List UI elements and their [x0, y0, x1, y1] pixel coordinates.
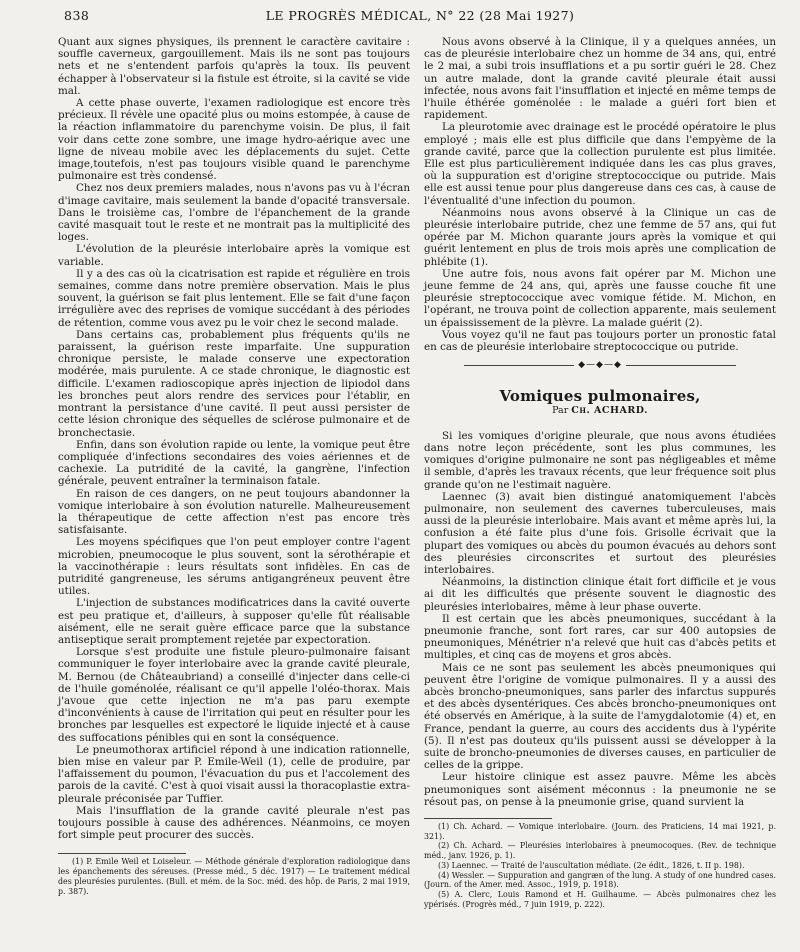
page-number: 838	[64, 8, 90, 23]
byline-author: Ch. ACHARD.	[571, 405, 648, 417]
paragraph: Si les vomiques d'origine pleurale, que nous avons étudiées dans notre leçon précédente, sont les plus communes, les vomiques d'origine pulmonaire ne sont pas négligeables et même il semble, d'après les travaux récents, que leur fréquence soit plus grande qu'on ne l'estimait naguère.	[424, 429, 776, 491]
left-column	[58, 36, 410, 896]
paragraph: Il est certain que les abcès pneumoniques, succédant à la pneumonie franche, sont fort rares, car sur 400 autopsies de pneumoniques, Ménétrier n'a relevé que huit cas d'abcès petits et multiples, et cinq cas de moyens et gros abcès.	[424, 612, 776, 662]
ornament-glyph: ◆—◆—◆	[578, 360, 622, 371]
footnotes	[58, 853, 410, 896]
ornament-rule	[464, 365, 574, 366]
footnote-rule	[58, 853, 186, 854]
footnote: (5) A. Clerc, Louis Ramond et H. Guilhaume. — Abcès pulmonaires chez les ypérisés. (Progrès méd., 7 juin 1919, p. 222).	[424, 889, 776, 909]
ornament-rule	[626, 365, 736, 366]
paragraph: Mais ce ne sont pas seulement les abcès pneumoniques qui peuvent être l'origine de vomique pulmonaires. Il y a aussi des abcès broncho-pneumoniques, sans parler des infarctus suppurés et des abcès dysentériques. Ces abcès broncho-pneumoniques ont été observés en Amérique, à la suite de l'amygdalotomie (4) et, en France, pendant la guerre, au cours des accidents dus à l'ypérite (5). Il n'est pas douteux qu'ils puissent aussi se développer à la suite de broncho-pneumonies de diverses causes, en particulier de celles de la grippe.	[424, 661, 776, 772]
byline-prefix: Par	[552, 405, 569, 417]
right-column	[424, 36, 776, 909]
page-header	[56, 8, 784, 26]
paragraph: Lorsque s'est produite une fistule pleuro-pulmonaire faisant communiquer le foyer interlobaire avec la grande cavité pleurale, M. Bernou (de Châteaubriand) a conseillé d'injecter dans celle-ci de l'huile goménolée, réalisant ce qu'il appelle l'oléo-thorax. Mais j'avoue que cette injection ne m'a pas paru exempte d'inconvénients à cause de l'irritation qui peut en résulter pour les bronches par lesquelles est expectoré le liquide injecté et à cause des suffocations pénibles qui en sont la conséquence.	[58, 646, 410, 744]
footnote: (1) P. Emile Weil et Loiseleur. — Méthode générale d'exploration radiologique dans les épanchements des séreuses. (Presse méd., 5 déc. 1917) — Le traitement médical des pleurésies purulentes. (Bull. et mém. de la Soc. méd. des hôp. de Paris, 2 mai 1919, p. 387).	[58, 857, 410, 896]
paragraph: Les moyens spécifiques que l'on peut employer contre l'agent microbien, pneumocoque le plus souvent, sont la sérothérapie et la vaccinothérapie : leurs résultats sont infidèles. En cas de putridité gangreneuse, les sérums antigangréneux peuvent être utiles.	[58, 536, 410, 598]
paragraph: Laennec (3) avait bien distingué anatomiquement l'abcès pulmonaire, non seulement des cavernes tuberculeuses, mais aussi de la pleurésie interlobaire. Mais avant et même après lui, la confusion a été faite plus d'une fois. Grisolle écrivait que la plupart des vomiques ou abcès du poumon évacués au dehors sont des pleurésies circonscrites et surtout des pleurésies interlobaires.	[424, 490, 776, 576]
paragraph: La pleurotomie avec drainage est le procédé opératoire le plus employé ; mais elle est plus difficile que dans l'empyème de la grande cavité, parce que la collection purulente est plus limitée. Elle est plus particulièrement indiquée dans les cas plus graves, où la suppuration est d'origine streptococcique ou putride. Mais elle est aussi tenue pour plus dangereuse dans ces cas, à cause de l'éventualité d'une infection du poumon.	[424, 121, 776, 207]
paragraph: Néanmoins, la distinction clinique était fort difficile et je vous ai dit les difficultés que présente souvent le diagnostic des pleurésies interlobaires, même à leur phase ouverte.	[424, 576, 776, 613]
paragraph: Enfin, dans son évolution rapide ou lente, la vomique peut être compliquée d'infections secondaires des voies aériennes et de cachexie. La putridité de la cavité, la gangrène, l'infection générale, peuvent entraîner la terminaison fatale.	[58, 438, 410, 488]
paragraph: Mais l'insufflation de la grande cavité pleurale n'est pas toujours possible à cause des adhérences. Néanmoins, ce moyen fort simple peut procurer des succès.	[58, 804, 410, 842]
footnote-rule	[424, 818, 552, 819]
paragraph: Chez nos deux premiers malades, nous n'avons pas vu à l'écran d'image cavitaire, mais seulement la bande d'opacité transversale. Dans le troisième cas, l'ombre de l'épanchement de la grande cavité masquait tout le reste et ne montrait pas la multiplicité des loges.	[58, 182, 410, 244]
paragraph: Le pneumothorax artificiel répond à une indication rationnelle, bien mise en valeur par P. Emile-Weil (1), celle de produire, par l'affaissement du poumon, l'évacuation du pus et l'accolement des parois de la cavité. C'est à quoi visait aussi la thoracoplastie extra-pleurale préconisée par Tuffier.	[58, 743, 410, 805]
running-head: LE PROGRÈS MÉDICAL, N° 22 (28 Mai 1927)	[265, 8, 575, 23]
paragraph: Il y a des cas où la cicatrisation est rapide et régulière en trois semaines, comme dans notre première observation. Mais le plus souvent, la guérison se fait plus lentement. Elle se fait d'une façon irrégulière avec des reprises de vomique succédant à des périodes de rétention, comme vous avez pu le voir chez le second malade.	[58, 267, 410, 329]
footnote: (4) Wessler. — Suppuration and gangræn of the lung. A study of one hundred cases. (Journ. of the Amer. med. Assoc., 1919, p. 1918).	[424, 870, 776, 890]
paragraph: Dans certains cas, probablement plus fréquents qu'ils ne paraissent, la guérison reste imparfaite. Une suppuration chronique persiste, le malade conserve une expectoration modérée, mais purulente. A ce stade chronique, le diagnostic est difficile. L'examen radioscopique après injection de lipiodol dans les bronches peut alors rendre des services pour l'établir, en montrant la persistance d'une cavité. Il peut aussi persister de cette lésion chronique des séquelles de sclérose pulmonaire et de bronchectasie.	[58, 328, 410, 439]
footnote: (1) Ch. Achard. — Vomique interlobaire. (Journ. des Praticiens, 14 mai 1921, p. 321).	[424, 821, 776, 841]
paragraph: A cette phase ouverte, l'examen radiologique est encore très précieux. Il révèle une opacité plus ou moins estompée, à cause de la réaction inflammatoire du parenchyme voisin. De plus, il fait voir dans cette zone sombre, une image hydro-aérique avec une ligne de niveau mobile avec les déplacements du sujet. Cette image,toutefois, n'est pas toujours visible quand le parenchyme pulmonaire est très condensé.	[58, 97, 410, 183]
paragraph: Nous avons observé à la Clinique, il y a quelques années, un cas de pleurésie interlobaire chez un homme de 34 ans, qui, entré le 2 mai, a subi trois insufflations et a pu sortir guéri le 28. Chez un autre malade, dont la grande cavité pleurale était aussi infectée, nous avons fait l'insufflation et injecté en même temps de l'huile éthérée goménolée : le malade a guéri fort bien et rapidement.	[424, 36, 776, 122]
footnote: (3) Laennec. — Traité de l'auscultation médiate. (2e édit., 1826, t. II p. 198).	[438, 860, 745, 870]
article-title: Vomiques pulmonaires,	[499, 387, 701, 406]
paragraph: Néanmoins nous avons observé à la Clinique un cas de pleurésie interlobaire putride, chez une femme de 57 ans, qui fut opérée par M. Michon quarante jours après la vomique et qui guérit lentement en plus de trois mois après une complication de phlébite (1).	[424, 206, 776, 268]
paragraph: Quant aux signes physiques, ils prennent le caractère cavitaire : souffle caverneux, gargouillement. Mais ils ne sont pas toujours nets et ne s'entendent parfois qu'après la toux. Ils peuvent échapper à l'observateur si la fistule est étroite, si la cavité se vide mal.	[58, 36, 410, 97]
paragraph: Une autre fois, nous avons fait opérer par M. Michon une jeune femme de 24 ans, qui, après une fausse couche fit une pleurésie streptococcique avec vomique fétide. M. Michon, en l'opérant, ne trouva point de collection apparente, mais seulement un épaississement de la plèvre. La malade guérit (2).	[424, 267, 776, 329]
paragraph: Vous voyez qu'il ne faut pas toujours porter un pronostic fatal en cas de pleurésie interlobaire streptococcique ou putride.	[424, 328, 776, 354]
paragraph: Leur histoire clinique est assez pauvre. Même les abcès pneumoniques sont aisément méconnus : la pneumonie ne se résout pas, on pense à la pneumonie grise, quand survient la	[424, 771, 776, 808]
footnote: (2) Ch. Achard. — Pleurésies interlobaires à pneumocoques. (Rev. de technique méd., janv. 1926, p. 1).	[424, 841, 776, 861]
paragraph: L'évolution de la pleurésie interlobaire après la vomique est variable.	[58, 243, 410, 268]
footnotes	[424, 818, 776, 909]
section-ornament	[424, 358, 776, 372]
paragraph: En raison de ces dangers, on ne peut toujours abandonner la vomique interlobaire à son évolution naturelle. Malheureusement la thérapeutique de cette affection n'est pas encore très satisfaisante.	[58, 487, 410, 537]
byline	[424, 405, 776, 417]
paragraph: L'injection de substances modificatrices dans la cavité ouverte est peu pratique et, d'ailleurs, à supposer qu'elle fût réalisable aisément, elle ne serait guère efficace parce que la substance antiseptique serait promptement rejetée par expectoration.	[58, 597, 410, 646]
